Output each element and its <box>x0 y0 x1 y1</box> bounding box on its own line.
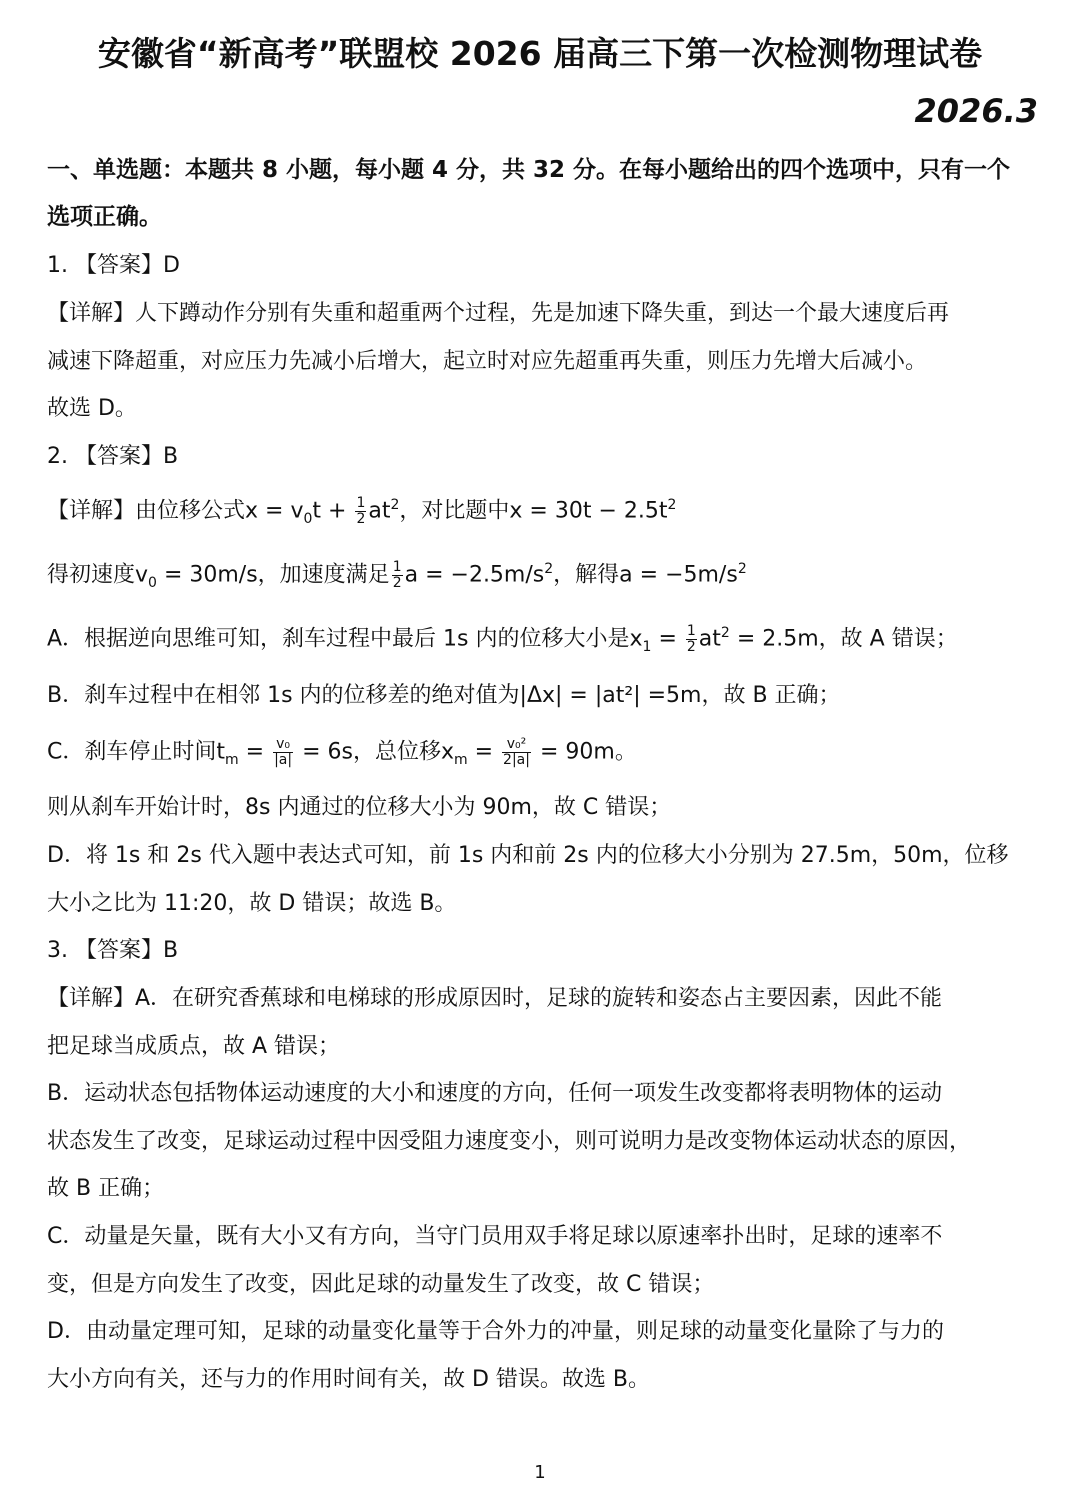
q2-option-a <box>47 624 1042 655</box>
fraction-v0sq-over-2a <box>502 737 531 768</box>
q2-option-a-text-b: = <box>651 626 684 652</box>
subscript-0: 0 <box>148 574 157 591</box>
exam-date: 2026.3 <box>914 92 1038 130</box>
superscript-2: 2 <box>667 497 677 514</box>
q2-answer: 2. 【答案】B <box>47 444 179 469</box>
q2-option-c-text-b: = <box>238 739 272 765</box>
fraction-numerator: 1 <box>686 623 696 639</box>
q2-option-a-text-d: = 2.5m，故 A 错误； <box>729 626 958 652</box>
q3-detail-line1: 【详解】A．在研究香蕉球和电梯球的形成原因时，足球的旋转和姿态占主要因素，因此不能 <box>47 986 943 1011</box>
page-title: 安徽省“新高考”联盟校 2026 届高三下第一次检测物理试卷 <box>97 34 983 73</box>
fraction-numerator: v₀ <box>273 737 293 753</box>
q2-v0-text-a: 得初速度v <box>47 562 149 588</box>
q1-detail-line1: 【详解】人下蹲动作分别有失重和超重两个过程，先是加速下降失重，到达一个最大速度后再 <box>47 301 950 326</box>
q3-option-d-line1: D．由动量定理可知，足球的动量变化量等于合外力的冲量，则足球的动量变化量除了与力的 <box>47 1319 944 1344</box>
fraction-denominator: 2 <box>686 639 696 655</box>
q3-option-b-line1: B．运动状态包括物体运动速度的大小和速度的方向，任何一项发生改变都将表明物体的运动 <box>47 1081 943 1106</box>
q2-option-a-text-a: A．根据逆向思维可知，刹车过程中最后 1s 内的位移大小是x <box>47 626 643 652</box>
superscript-2: 2 <box>720 625 730 642</box>
q3-answer: 3. 【答案】B <box>47 938 179 963</box>
fraction-half <box>355 496 366 527</box>
fraction-denominator: 2 <box>392 575 402 591</box>
q2-option-a-text-c: at <box>698 626 721 652</box>
q3-option-d-line2: 大小方向有关，还与力的作用时间有关，故 D 错误。故选 B。 <box>47 1367 651 1392</box>
q2-option-c-text-e: = 90m。 <box>532 739 637 765</box>
fraction-half <box>686 624 697 655</box>
fraction-numerator: 1 <box>392 559 402 575</box>
fraction-denominator: 2|a| <box>503 752 530 768</box>
q3-option-b-line2: 状态发生了改变，足球运动过程中因受阻力速度变小，则可说明力是改变物体运动状态的原因， <box>47 1129 972 1154</box>
q2-detail-text-d: ，对比题中x = 30t − 2.5t <box>399 498 668 524</box>
q2-option-c-text-c: = 6s，总位移x <box>295 739 454 765</box>
q3-option-c-line1: C．动量是矢量，既有大小又有方向，当守门员用双手将足球以原速率扑出时，足球的速率不 <box>47 1224 943 1249</box>
fraction-half <box>392 560 403 591</box>
q2-detail-text-a: 【详解】由位移公式x = v <box>47 498 304 524</box>
superscript-2: 2 <box>544 561 554 578</box>
q2-option-d-line1: D．将 1s 和 2s 代入题中表达式可知，前 1s 内和前 2s 内的位移大小分别为 27.5m，50m，位移 <box>47 843 1009 868</box>
q2-detail-formula <box>47 496 1042 527</box>
subscript-1: 1 <box>642 638 652 655</box>
q2-v0-text-b: = 30m/s，加速度满足 <box>156 562 390 588</box>
q1-detail-line2: 减速下降超重，对应压力先减小后增大，起立时对应先超重再失重，则压力先增大后减小。 <box>47 349 928 374</box>
page-number: 1 <box>534 1462 546 1483</box>
q2-option-c-text-d: = <box>467 739 501 765</box>
fraction-numerator: 1 <box>356 495 366 511</box>
section-heading-line2: 选项正确。 <box>47 204 162 230</box>
superscript-2: 2 <box>390 497 400 514</box>
subscript-m: m <box>225 751 239 768</box>
q2-option-c <box>47 737 1042 768</box>
fraction-v0-over-a <box>273 737 293 768</box>
q2-option-c-text-a: C．刹车停止时间t <box>47 739 225 765</box>
fraction-denominator: |a| <box>274 752 293 768</box>
q2-v0-text-c: a = −2.5m/s <box>404 562 545 588</box>
q2-v0-text-d: ，解得a = −5m/s <box>553 562 738 588</box>
q2-detail-text-c: at <box>368 498 391 524</box>
q1-answer: 1. 【答案】D <box>47 253 180 278</box>
q2-option-b: B．刹车过程中在相邻 1s 内的位移差的绝对值为|Δx| = |at²| =5m，故 B 正确； <box>47 683 841 708</box>
q2-option-c-line2: 则从刹车开始计时，8s 内通过的位移大小为 90m，故 C 错误； <box>47 795 672 820</box>
subscript-0: 0 <box>303 510 313 527</box>
fraction-denominator: 2 <box>356 511 366 527</box>
q2-option-d-line2: 大小之比为 11:20，故 D 错误；故选 B。 <box>47 891 457 916</box>
superscript-2: 2 <box>737 561 747 578</box>
q2-initial-velocity-line <box>47 560 1042 591</box>
subscript-m: m <box>453 751 468 768</box>
q2-detail-text-b: t + <box>312 498 354 524</box>
section-heading-line1: 一、单选题：本题共 8 小题，每小题 4 分，共 32 分。在每小题给出的四个选项中，只有一个 <box>47 157 1011 183</box>
q3-detail-line2: 把足球当成质点，故 A 错误； <box>47 1034 341 1059</box>
q3-option-c-line2: 变，但是方向发生了改变，因此足球的动量发生了改变，故 C 错误； <box>47 1272 715 1297</box>
fraction-numerator: v₀² <box>502 737 531 753</box>
q1-detail-line3: 故选 D。 <box>47 396 137 421</box>
q3-option-b-line3: 故 B 正确； <box>47 1176 165 1201</box>
